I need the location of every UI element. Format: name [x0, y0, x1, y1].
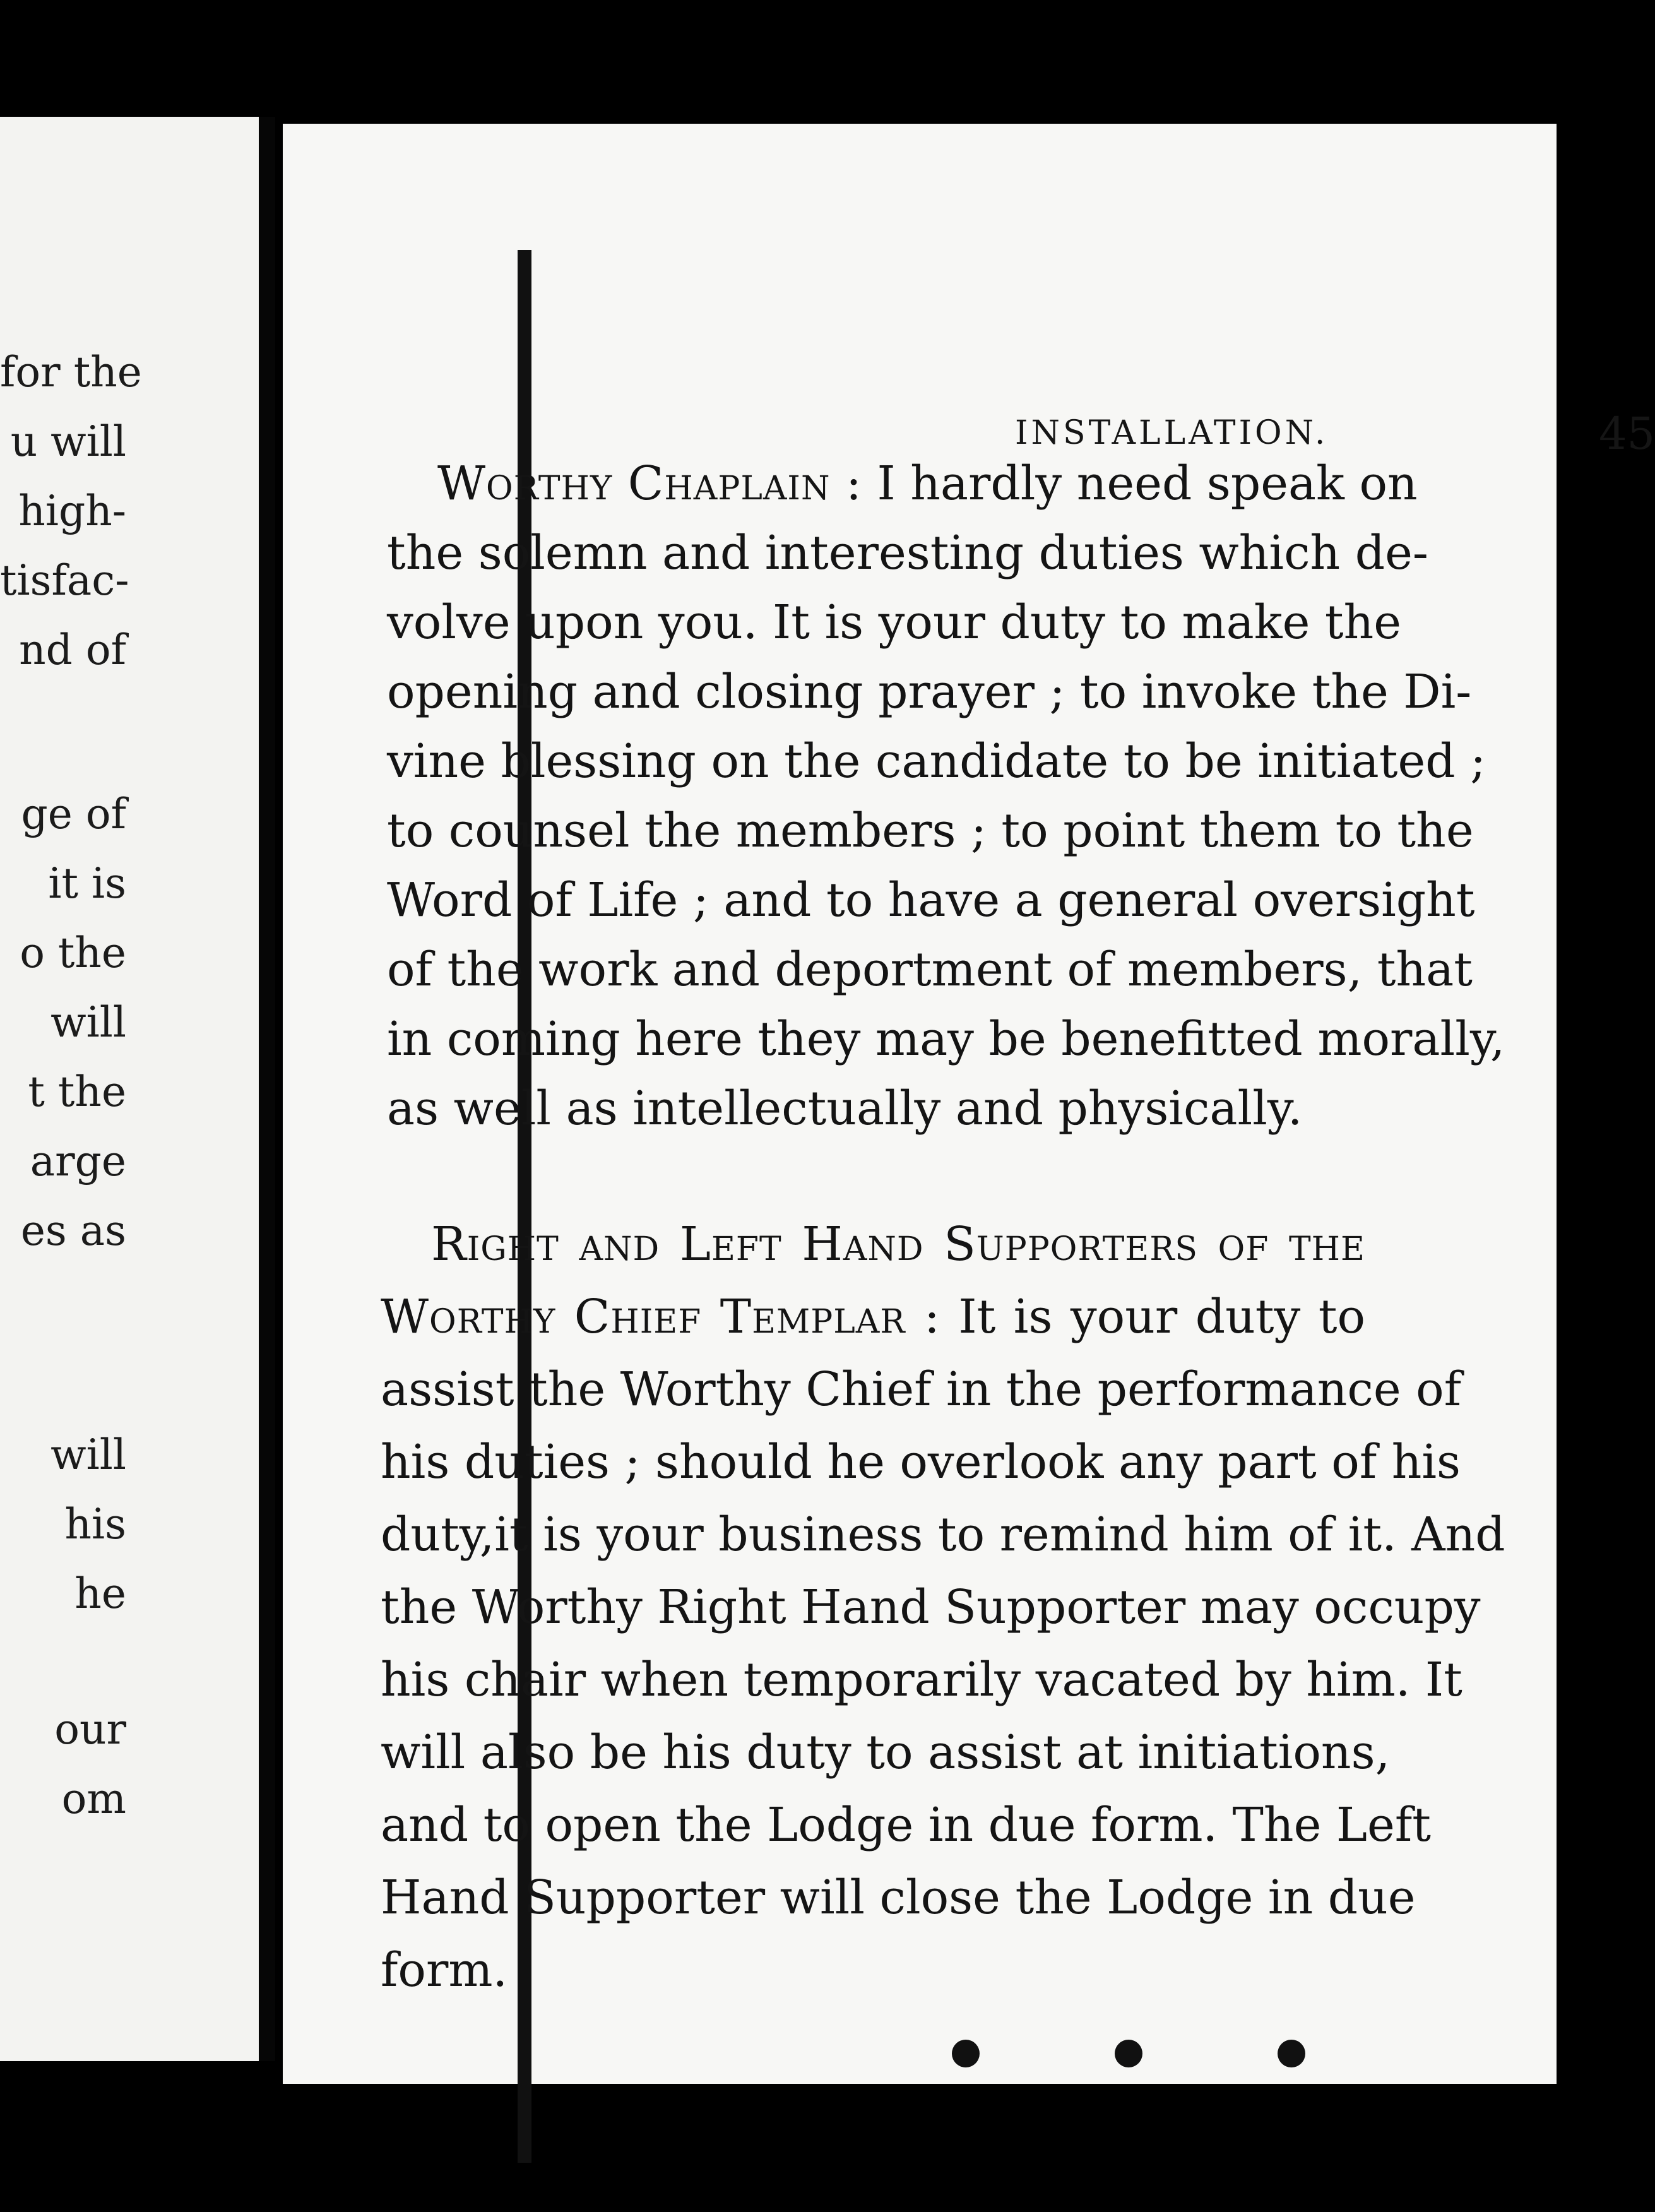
paragraph-line: the solemn and interesting duties which de-	[387, 526, 1428, 580]
paragraph-line-text: It is your duty to	[958, 1290, 1366, 1344]
left-page-fragment	[0, 117, 259, 2061]
paragraph-line: of the work and deportment of members, that	[387, 942, 1473, 997]
paragraph-line	[437, 449, 1418, 518]
left-fragment-line: will	[50, 1430, 126, 1479]
left-fragment-line: tisfac-	[0, 556, 129, 605]
book-gutter	[259, 117, 275, 2061]
paragraph-line: to counsel the members ; to point them to the	[387, 804, 1474, 858]
left-fragment-line: it is	[48, 859, 126, 908]
left-fragment-line: u will	[10, 417, 126, 466]
paragraph-line: opening and closing prayer ; to invoke the Di-	[387, 665, 1472, 719]
paragraph-line	[381, 1282, 1365, 1352]
left-fragment-line: arge	[30, 1137, 126, 1186]
page-number: 45	[1599, 408, 1655, 460]
left-fragment-line: he	[74, 1569, 126, 1618]
paragraph-line: Word of Life ; and to have a general oversight	[387, 873, 1475, 927]
paragraph-line: his duties ; should he overlook any part of his	[381, 1435, 1461, 1489]
ornament-dot-icon	[1278, 2040, 1305, 2067]
officer-heading: Right and Left Hand Supporters of the	[431, 1217, 1365, 1271]
left-fragment-line: es as	[20, 1206, 126, 1255]
left-fragment-line: high-	[18, 487, 126, 535]
left-fragment-group-1	[0, 338, 259, 685]
officer-heading: Worthy Chaplain :	[437, 456, 862, 511]
ornament-dot-icon	[1115, 2040, 1142, 2067]
left-fragment-line: will	[50, 998, 126, 1047]
left-fragment-group-3	[0, 1420, 259, 1629]
paragraph-line: his chair when temporarily vacated by him. It	[381, 1653, 1462, 1707]
paragraph-line: vine blessing on the candidate to be initiated ;	[387, 734, 1486, 788]
left-fragment-line: om	[61, 1775, 126, 1823]
paragraph-line: the Worthy Right Hand Supporter may occupy	[381, 1580, 1481, 1634]
paragraph-line: as well as intellectually and physically.	[387, 1081, 1303, 1136]
left-fragment-line: his	[64, 1500, 126, 1549]
paragraph-line: volve upon you. It is your duty to make the	[387, 595, 1402, 650]
left-fragment-line: o the	[20, 929, 126, 977]
left-fragment-line: our	[54, 1705, 126, 1754]
paragraph-line: and to open the Lodge in due form. The Left	[381, 1798, 1431, 1852]
book-page	[283, 124, 1655, 2084]
left-fragment-group-2	[0, 780, 259, 1266]
ornament-dots	[952, 2040, 1305, 2067]
paragraph-line: will also be his duty to assist at initiations,	[381, 1725, 1391, 1780]
running-header: INSTALLATION.	[1015, 414, 1329, 452]
left-fragment-line: ge of	[21, 790, 126, 838]
paragraph-line: assist the Worthy Chief in the performance of	[381, 1362, 1462, 1417]
left-fragment-line: for the	[0, 348, 142, 396]
paragraph-line-text: I hardly need speak on	[877, 456, 1418, 511]
left-fragment-group-4	[0, 1695, 259, 1834]
officer-heading: Worthy Chief Templar :	[381, 1290, 940, 1344]
left-fragment-line: t the	[28, 1067, 126, 1116]
paragraph-line: form.	[381, 1943, 508, 1997]
paragraph-line: in coming here they may be benefitted morally,	[387, 1012, 1505, 1066]
paragraph-line: duty,it is your business to remind him of it. And	[381, 1507, 1505, 1562]
paragraph-line: Hand Supporter will close the Lodge in due	[381, 1870, 1416, 1925]
ornament-dot-icon	[952, 2040, 980, 2067]
left-fragment-line: nd of	[19, 626, 126, 674]
